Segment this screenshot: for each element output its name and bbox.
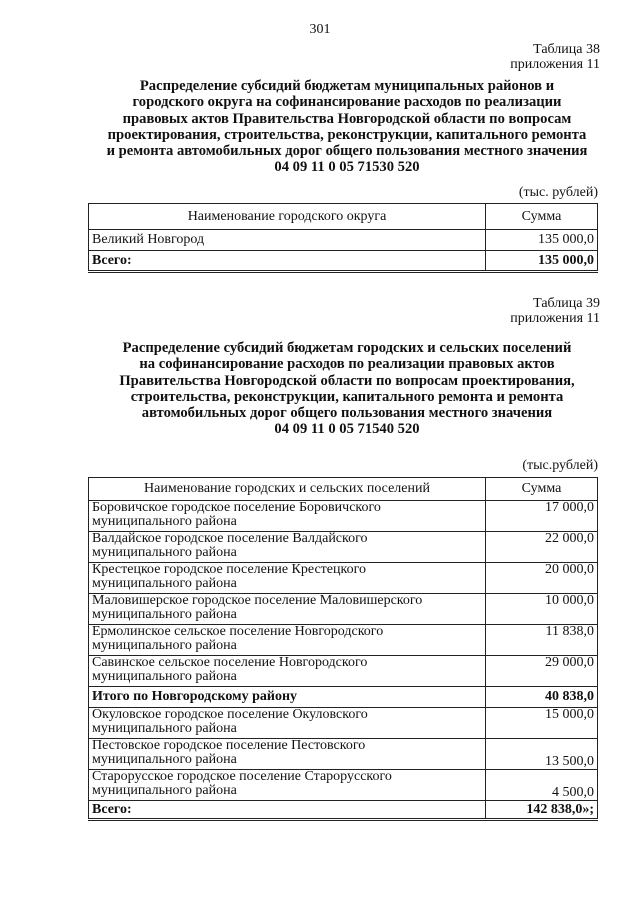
row-sum: 22 000,0	[486, 532, 598, 563]
total-value: 135 000,0	[486, 251, 598, 272]
page-number: 301	[309, 22, 331, 37]
header-sum: Сумма	[486, 204, 598, 230]
table-row	[89, 708, 598, 739]
row-sum: 13 500,0	[486, 739, 598, 770]
row-name	[89, 656, 486, 687]
row-name: Великий Новгород	[89, 230, 486, 251]
header-name: Наименование городского округа	[89, 204, 486, 230]
row-name-line: Боровичское городское поселение Боровичского	[92, 500, 381, 515]
row-name-line: Валдайское городское поселение Валдайского	[92, 531, 368, 546]
table-38	[88, 203, 598, 273]
row-sum: 29 000,0	[486, 656, 598, 687]
row-sum: 4 500,0	[486, 770, 598, 801]
row-sum: 135 000,0	[486, 230, 598, 251]
row-name-line: муниципального района	[92, 721, 237, 736]
table-ref-number: Таблица 39	[533, 296, 600, 311]
row-name-line: муниципального района	[92, 752, 237, 767]
table-header-row	[89, 204, 598, 230]
row-name-line: Ермолинское сельское поселение Новгородского	[92, 624, 384, 639]
total-label: Всего:	[89, 801, 486, 820]
title-line: автомобильных дорог общего пользования местного значения	[141, 405, 553, 422]
row-sum: 10 000,0	[486, 594, 598, 625]
total-value: 142 838,0»;	[486, 801, 598, 820]
table-row	[89, 656, 598, 687]
title-line: проектирования, строительства, реконструкции, капитального ремонта	[107, 126, 587, 143]
table-header-row	[89, 478, 598, 501]
row-name-line: муниципального района	[92, 514, 237, 529]
table-ref-number: Таблица 38	[533, 42, 600, 57]
row-name	[89, 563, 486, 594]
budget-code: 04 09 11 0 05 71540 520	[274, 421, 420, 438]
title-line: Правительства Новгородской области по вопросам проектирования,	[119, 372, 575, 389]
title-line: Распределение субсидий бюджетам муниципальных районов и	[139, 78, 555, 94]
table-row	[89, 532, 598, 563]
table-row	[89, 501, 598, 532]
title-line: строительства, реконструкции, капитального ремонта и ремонта	[130, 388, 564, 405]
row-name-line: Окуловское городское поселение Окуловского	[92, 707, 368, 722]
table-row	[89, 594, 598, 625]
unit-label: (тыс. рублей)	[518, 185, 598, 200]
table-row	[89, 739, 598, 770]
row-sum: 20 000,0	[486, 563, 598, 594]
title-line: на софинансирование расходов по реализации правовых актов	[139, 356, 555, 373]
row-sum: 15 000,0	[486, 708, 598, 739]
row-sum: 17 000,0	[486, 501, 598, 532]
row-name	[89, 594, 486, 625]
total-row	[89, 801, 598, 820]
row-name-line: Савинское сельское поселение Новгородского	[92, 655, 368, 670]
row-name-line: Маловишерское городское поселение Маловишерского	[92, 593, 423, 608]
title-line: городского округа на софинансирование расходов по реализации	[132, 94, 562, 111]
row-name-line: муниципального района	[92, 545, 237, 560]
table-39	[88, 477, 598, 821]
table-39-title	[80, 340, 614, 438]
total-label: Всего:	[89, 251, 486, 272]
row-name	[89, 501, 486, 532]
row-name-line: муниципального района	[92, 607, 237, 622]
subtotal-label: Итого по Новгородскому району	[89, 687, 486, 708]
title-line: правовых актов Правительства Новгородской области по вопросам	[122, 110, 572, 127]
row-name	[89, 532, 486, 563]
header-name: Наименование городских и сельских поселений	[89, 478, 486, 501]
table-38-title	[80, 78, 614, 176]
row-name-line: муниципального района	[92, 669, 237, 684]
subtotal-row	[89, 687, 598, 708]
budget-code: 04 09 11 0 05 71530 520	[274, 159, 420, 176]
title-line: Распределение субсидий бюджетам городских и сельских поселений	[122, 340, 572, 356]
table-row	[89, 770, 598, 801]
table-38-reference	[510, 42, 600, 72]
row-name-line: Старорусское городское поселение Старорусского	[92, 769, 392, 784]
row-name-line: муниципального района	[92, 576, 237, 591]
subtotal-value: 40 838,0	[486, 687, 598, 708]
table-ref-appendix: приложения 11	[510, 57, 600, 72]
row-name	[89, 625, 486, 656]
row-name-line: Крестецкое городское поселение Крестецкого	[92, 562, 366, 577]
table-row	[89, 563, 598, 594]
table-row	[89, 230, 598, 251]
table-row	[89, 625, 598, 656]
unit-label: (тыс.рублей)	[522, 458, 598, 473]
row-name	[89, 770, 486, 801]
row-name-line: муниципального района	[92, 638, 237, 653]
table-39-reference	[510, 296, 600, 326]
table-ref-appendix: приложения 11	[510, 311, 600, 326]
title-line: и ремонта автомобильных дорог общего пользования местного значения	[106, 143, 588, 160]
row-name-line: Пестовское городское поселение Пестовского	[92, 738, 366, 753]
row-name-line: муниципального района	[92, 783, 237, 798]
header-sum: Сумма	[486, 478, 598, 501]
total-row	[89, 251, 598, 272]
row-name	[89, 708, 486, 739]
row-name	[89, 739, 486, 770]
row-sum: 11 838,0	[486, 625, 598, 656]
